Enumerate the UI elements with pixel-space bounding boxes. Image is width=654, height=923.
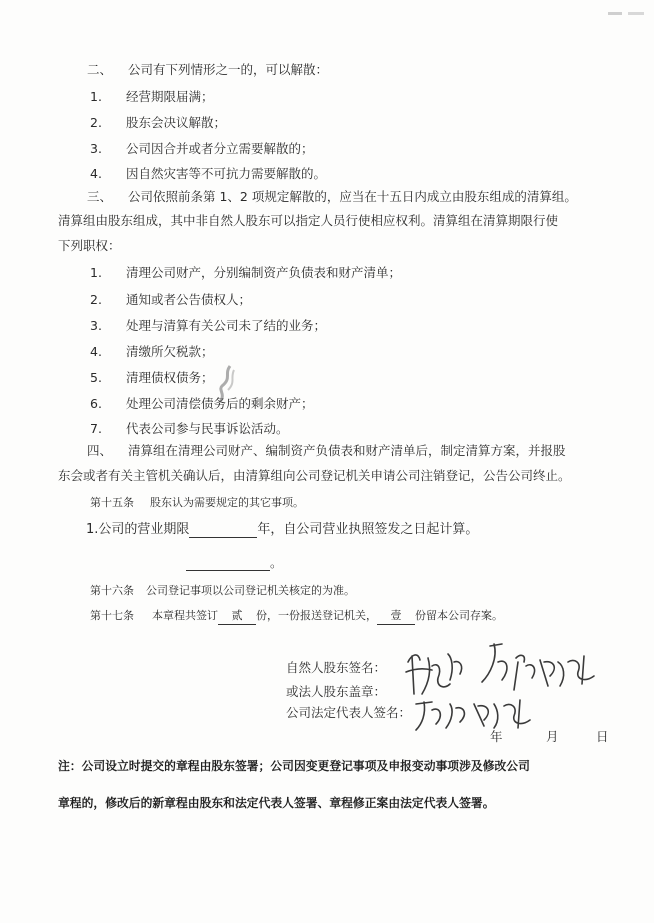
dissolution-2-text: 股东会决议解散； <box>126 115 227 130</box>
duty-5-number: 5. <box>90 370 102 385</box>
article-4-line-2: 东会或者有关主管机关确认后，由清算组向公司登记机关申请公司注销登记，公告公司终止。 <box>58 468 571 483</box>
scan-artifact-icon <box>608 10 646 18</box>
duty-5-text: 清理债权债务； <box>126 370 214 385</box>
article-16-title: 第十六条 <box>90 584 134 597</box>
term-years-blank <box>189 524 257 538</box>
duty-2-text: 通知或者公告债权人； <box>126 292 252 307</box>
duty-1-text: 清理公司财产，分别编制资产负债表和财产清单； <box>126 265 402 280</box>
note-line-2: 章程的，修改后的新章程由股东和法定代表人签署、章程修正案由法定代表人签署。 <box>58 796 495 810</box>
article-15-item-1 <box>86 522 478 538</box>
copies-count: 贰 <box>218 608 256 625</box>
dissolution-4-text: 因自然灾害等不可抗力需要解散的。 <box>126 166 327 181</box>
article-2-number: 二、 <box>87 62 113 77</box>
copies-suffix: 份留本公司存案。 <box>415 609 503 622</box>
natural-shareholder-signature-label: 自然人股东签名： <box>286 660 387 675</box>
duty-2-number: 2. <box>90 292 102 307</box>
dissolution-3-text: 公司因合并或者分立需要解散的； <box>126 141 314 156</box>
blank-line-end: 。 <box>270 555 283 570</box>
filed-count: 壹 <box>377 608 415 625</box>
dissolution-2-number: 2. <box>90 115 102 130</box>
duty-7-number: 7. <box>90 421 102 436</box>
note-line-1: 注：公司设立时提交的章程由股东签署；公司因变更登记事项及申报变动事项涉及修改公司 <box>58 759 530 773</box>
duty-4-text: 清缴所欠税款； <box>126 344 214 359</box>
article-15-text: 股东认为需要规定的其它事项。 <box>150 496 304 509</box>
article-3-line-3: 下列职权： <box>58 238 121 253</box>
article-3-line-2: 清算组由股东组成，其中非自然人股东可以指定人员行使相应权利。清算组在清算期限行使 <box>58 213 559 228</box>
article-17-text <box>152 608 503 625</box>
article-16-text: 公司登记事项以公司登记机关核定的为准。 <box>146 584 355 597</box>
legal-shareholder-seal-label: 或法人股东盖章： <box>286 684 387 699</box>
dissolution-3-number: 3. <box>90 141 102 156</box>
article-17-title: 第十七条 <box>90 609 134 622</box>
article-2-text: 公司有下列情形之一的，可以解散： <box>128 62 329 77</box>
article-3-line-1: 公司依照前条第 1、2 项规定解散的，应当在十五日内成立由股东组成的清算组。 <box>128 189 577 204</box>
duty-6-text: 处理公司清偿债务后的剩余财产； <box>126 396 314 411</box>
dissolution-1-number: 1. <box>90 89 102 104</box>
dissolution-1-text: 经营期限届满； <box>126 89 214 104</box>
date-year-label: 年 <box>490 729 503 744</box>
article-15-title: 第十五条 <box>90 496 134 509</box>
ink-smudge-icon <box>212 364 240 404</box>
duty-7-text: 代表公司参与民事诉讼活动。 <box>126 421 289 436</box>
article-15-blank-line <box>186 555 283 571</box>
duty-3-text: 处理与清算有关公司未了结的业务； <box>126 318 327 333</box>
term-prefix: 1.公司的营业期限 <box>86 522 190 537</box>
duty-1-number: 1. <box>90 265 102 280</box>
duty-3-number: 3. <box>90 318 102 333</box>
duty-6-number: 6. <box>90 396 102 411</box>
handwritten-signature-icon <box>398 632 608 732</box>
copies-middle: 份，一份报送登记机关， <box>256 609 377 622</box>
legal-representative-signature-label: 公司法定代表人签名： <box>286 705 412 720</box>
additional-term-blank <box>186 557 270 571</box>
date-month-label: 月 <box>546 729 559 744</box>
dissolution-4-number: 4. <box>90 166 102 181</box>
duty-4-number: 4. <box>90 344 102 359</box>
term-suffix: 年，自公司营业执照签发之日起计算。 <box>257 522 479 537</box>
date-day-label: 日 <box>596 729 609 744</box>
article-3-number: 三、 <box>87 189 113 204</box>
article-4-number: 四、 <box>87 443 113 458</box>
copies-prefix: 本章程共签订 <box>152 609 218 622</box>
article-4-line-1: 清算组在清理公司财产、编制资产负债表和财产清单后，制定清算方案，并报股 <box>128 443 566 458</box>
